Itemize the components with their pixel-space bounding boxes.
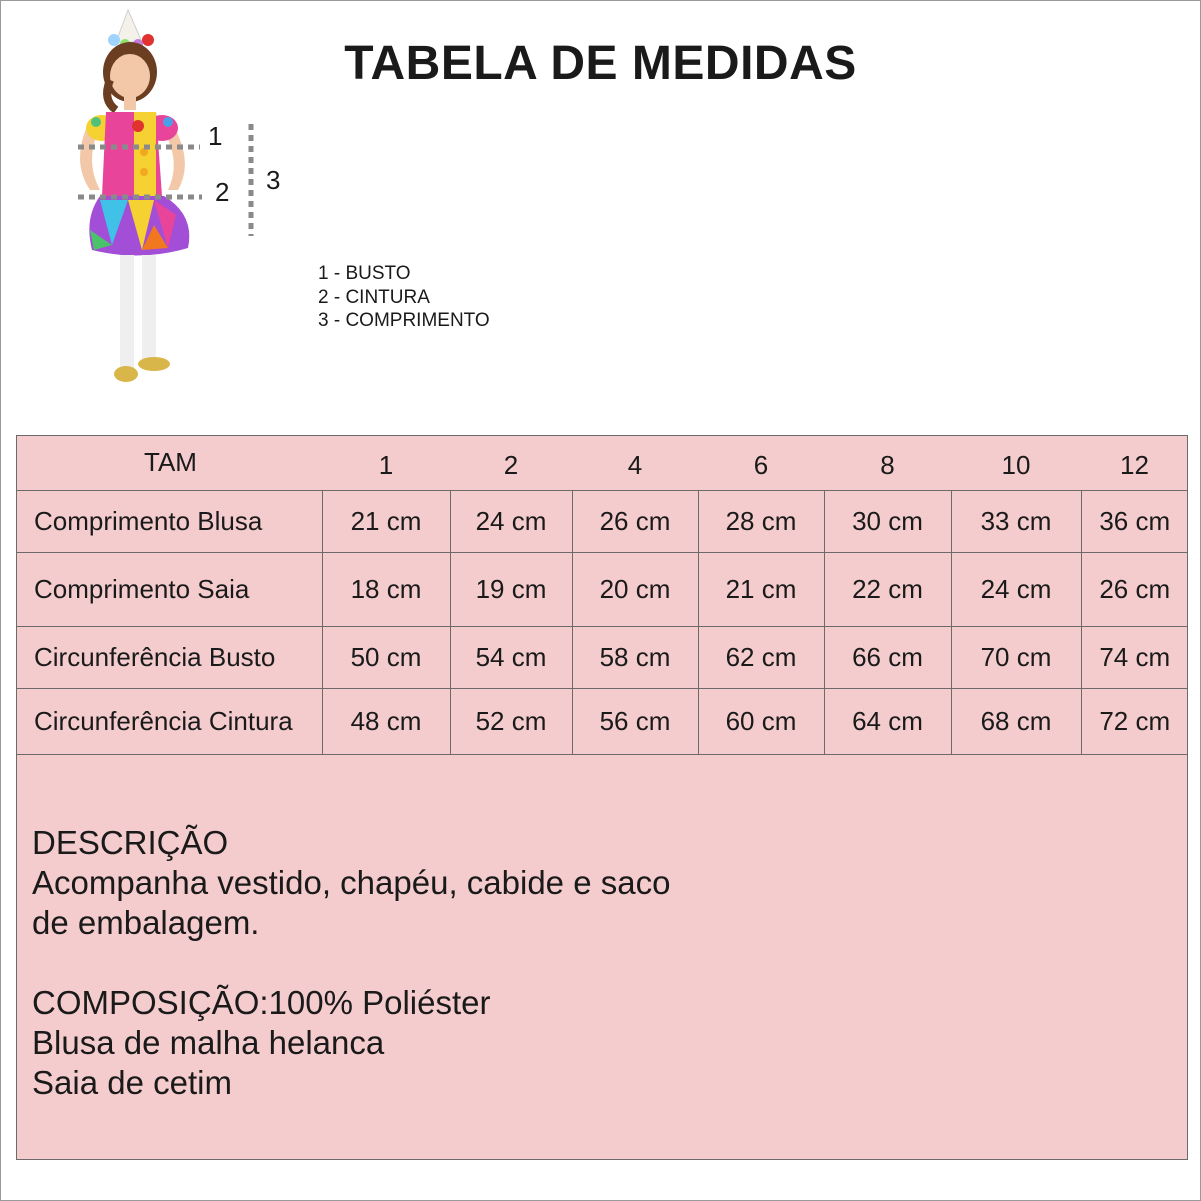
- composition-heading: COMPOSIÇÃO:100% Poliéster: [32, 984, 491, 1021]
- table-header-row: [16, 435, 1188, 490]
- table-row: [16, 490, 1188, 552]
- table-cell: 18 cm: [322, 552, 450, 626]
- table-cell: 33 cm: [951, 490, 1081, 552]
- table-cell: 50 cm: [322, 626, 450, 688]
- size-table: [16, 435, 1188, 755]
- header-size: 8: [824, 435, 951, 490]
- marker-1: 1: [208, 121, 223, 151]
- composition-line: Blusa de malha helanca: [32, 1024, 385, 1061]
- table-cell: 22 cm: [824, 552, 951, 626]
- measurement-legend: [318, 262, 490, 333]
- table-cell: 28 cm: [698, 490, 824, 552]
- table-cell: 66 cm: [824, 626, 951, 688]
- header-size: 10: [951, 435, 1081, 490]
- product-description: [32, 823, 670, 1103]
- description-line: de embalagem.: [32, 904, 260, 941]
- header-size: 6: [698, 435, 824, 490]
- table-row: [16, 552, 1188, 626]
- table-row: [16, 688, 1188, 754]
- description-line: Acompanha vestido, chapéu, cabide e saco: [32, 864, 671, 901]
- composition-line: Saia de cetim: [32, 1064, 232, 1101]
- table-row: [16, 626, 1188, 688]
- marker-2: 2: [215, 177, 230, 207]
- header-size: 1: [322, 435, 450, 490]
- table-cell: 48 cm: [322, 688, 450, 754]
- table-cell: 26 cm: [1081, 552, 1188, 626]
- table-cell: 74 cm: [1081, 626, 1188, 688]
- table-cell: 24 cm: [951, 552, 1081, 626]
- table-cell: 68 cm: [951, 688, 1081, 754]
- header-size: 12: [1081, 435, 1188, 490]
- description-heading: DESCRIÇÃO: [32, 824, 229, 861]
- table-cell: 36 cm: [1081, 490, 1188, 552]
- table-cell: 26 cm: [572, 490, 698, 552]
- table-cell: 21 cm: [698, 552, 824, 626]
- legend-item-busto: 1 - BUSTO: [318, 263, 411, 284]
- table-cell: 64 cm: [824, 688, 951, 754]
- table-cell: 72 cm: [1081, 688, 1188, 754]
- marker-3: 3: [266, 165, 281, 195]
- row-label: Comprimento Saia: [16, 552, 322, 626]
- table-cell: 58 cm: [572, 626, 698, 688]
- table-cell: 21 cm: [322, 490, 450, 552]
- table-cell: 56 cm: [572, 688, 698, 754]
- legend-item-comprimento: 3 - COMPRIMENTO: [318, 310, 490, 331]
- table-cell: 60 cm: [698, 688, 824, 754]
- table-cell: 52 cm: [450, 688, 572, 754]
- table-cell: 24 cm: [450, 490, 572, 552]
- page-title: TABELA DE MEDIDAS: [344, 37, 857, 90]
- table-cell: 54 cm: [450, 626, 572, 688]
- table-cell: 62 cm: [698, 626, 824, 688]
- header-size: 2: [450, 435, 572, 490]
- table-cell: 30 cm: [824, 490, 951, 552]
- row-label: Circunferência Cintura: [16, 688, 322, 754]
- table-cell: 19 cm: [450, 552, 572, 626]
- table-cell: 70 cm: [951, 626, 1081, 688]
- legend-item-cintura: 2 - CINTURA: [318, 286, 430, 308]
- header-tam: TAM: [16, 435, 322, 490]
- header-size: 4: [572, 435, 698, 490]
- row-label: Comprimento Blusa: [16, 490, 322, 552]
- table-cell: 20 cm: [572, 552, 698, 626]
- costume-illustration: [50, 0, 300, 400]
- row-label: Circunferência Busto: [16, 626, 322, 688]
